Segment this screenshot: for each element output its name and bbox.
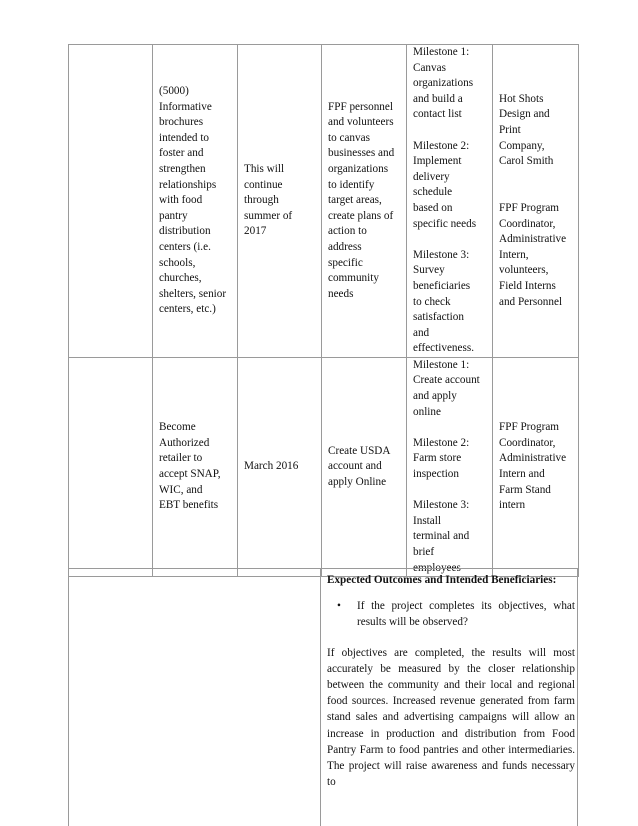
milestone-1: Milestone 1: Create account and apply online [413,358,480,418]
responsible-party-1: FPF Program Coordinator, Administrative Intern and Farm Stand intern [499,421,567,512]
milestone-2: Milestone 2: Implement delivery schedule based on specific needs [413,139,477,230]
objective-cell [153,45,238,358]
action-plan-table [68,44,579,577]
empty-cell [69,357,153,576]
outcomes-bullet-text: If the project completes its objectives, what results will be observed? [357,600,575,629]
milestones-cell [407,357,493,576]
outcomes-heading: Expected Outcomes and Intended Beneficiaries: [327,574,557,586]
responsible-cell [493,357,579,576]
milestones-cell [407,45,493,358]
timeline-cell [238,45,322,358]
table-row [69,357,579,576]
milestone-3: Milestone 3: Install terminal and brief employees [413,499,470,574]
expected-outcomes-section [327,572,575,790]
milestone-2: Milestone 2: Farm store inspection [413,436,470,481]
activities-cell [322,357,407,576]
activities-text: Create USDA account and apply Online [328,444,391,488]
objective-text: (5000) Informative brochures intended to foster and strengthen relationships with food pantry distribution centers (i.e. schools, churches, shelters, senior centers, etc.) [159,84,227,316]
empty-cell [69,45,153,358]
responsible-cell [493,45,579,358]
outcomes-bullet-item [327,598,575,630]
objective-text: Become Authorized retailer to accept SNAP, WIC, and EBT benefits [159,421,221,512]
timeline-text: March 2016 [244,460,299,473]
responsible-party-2: FPF Program Coordinator, Administrative Intern, volunteers, Field Interns and Personnel [499,201,567,308]
activities-text: FPF personnel and volunteers to canvas businesses and organizations to identify target areas, create plans of action to address specific community needs [328,100,395,300]
outcomes-paragraph: If objectives are completed, the results will most accurately be measured by the closer relationship between the community and their local and regional food sources. Increased revenue generated from farm stand sales and advertising campaigns will allow an increase in production and distribution from Food Pantry Farm to food pantries and other intermediaries. The project will raise awareness and funds necessary to [327,646,575,789]
timeline-text: This will continue through summer of 2017 [244,162,293,238]
milestone-1: Milestone 1: Canvas organizations and build a contact list [413,46,474,121]
bullet-icon: • [337,600,341,613]
objective-cell [153,357,238,576]
activities-cell [322,45,407,358]
milestone-3: Milestone 3: Survey beneficiaries to check satisfaction and effectiveness. [413,248,474,355]
timeline-cell [238,357,322,576]
table-row [69,45,579,358]
outcomes-column-divider [320,568,321,826]
responsible-party-1: Hot Shots Design and Print Company, Carol Smith [499,92,554,168]
